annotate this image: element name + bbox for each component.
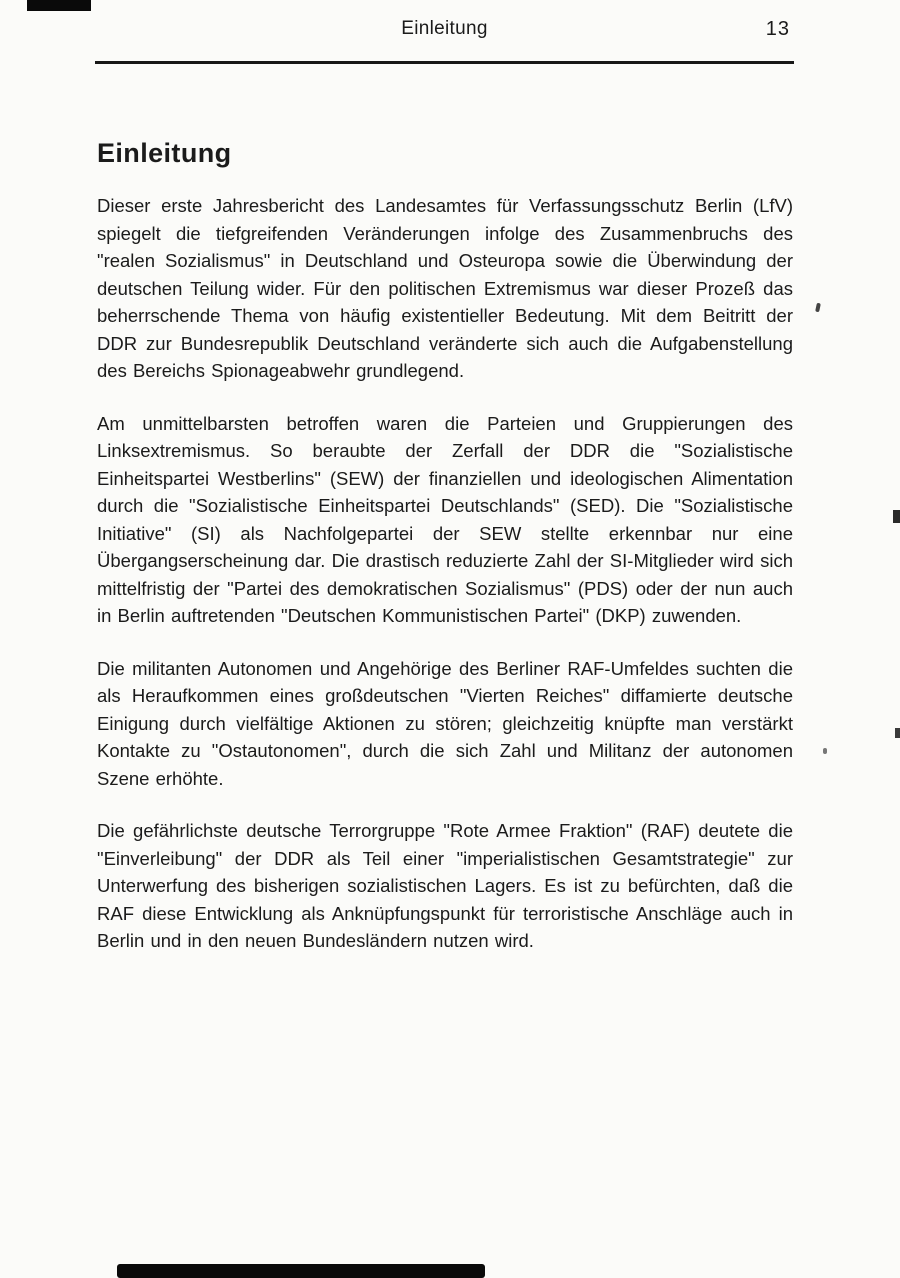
paragraph-2: Am unmittelbarsten betroffen waren die Parteien und Gruppierungen des Linksextremismus. So beraubte der Zerfall der DDR die "Sozialistische Einheitspartei Westberlins" (SEW) der finanziellen und ideologischen Alimentation durch die "Sozialistische Einheitspartei Deutschlands" (SED). Die "Sozialistische Initiative" (SI) als Nachfolgepartei der SEW stellte erkennbar nur eine Übergangserscheinung dar. Die drastisch reduzierte Zahl der SI-Mitglieder wird sich mittelfristig der "Partei des demokratischen Sozialismus" (PDS) oder der nun auch in Berlin auftretenden "Deutschen Kommunistischen Partei" (DKP) zuwenden.: [97, 412, 793, 626]
scan-artifact-right-edge: [893, 510, 900, 523]
scan-artifact-bottom-bar: [117, 1264, 485, 1278]
paragraph-4: Die gefährlichste deutsche Terrorgruppe "Rote Armee Fraktion" (RAF) deutete die "Einverleibung" der DDR als Teil einer "imperialistischen Gesamtstrategie" zur Unterwerfung des bisherigen sozialistischen Lagers. Es ist zu befürchten, daß die RAF diese Entwicklung als Anknüpfungspunkt für terroristische Anschläge auch in Berlin und in den neuen Bundesländern nutzen wird.: [97, 820, 793, 951]
scan-artifact-top-left: [27, 0, 91, 11]
header-rule: [95, 61, 794, 64]
page-content: [97, 138, 793, 980]
scan-artifact-right-edge: [895, 728, 900, 738]
page-header: [97, 18, 792, 46]
scan-speck: [823, 748, 827, 754]
running-title: Einleitung: [401, 18, 488, 39]
section-title: Einleitung: [97, 138, 232, 168]
page-number: 13: [765, 18, 790, 40]
paragraph-1: Dieser erste Jahresbericht des Landesamtes für Verfassungsschutz Berlin (LfV) spiegelt die tiefgreifenden Veränderungen infolge des Zusammenbruchs des "realen Sozialismus" in Deutschland und Osteuropa sowie die Überwindung der deutschen Teilung wider. Für den politischen Extremismus war dieser Prozeß das beherrschende Thema von häufig existentieller Bedeutung. Mit dem Beitritt der DDR zur Bundesrepublik Deutschland veränderte sich auch die Aufgabenstellung des Bereichs Spionageabwehr grundlegend.: [97, 195, 793, 381]
paragraph-3: Die militanten Autonomen und Angehörige des Berliner RAF-Umfeldes suchten die als Heraufkommen eines großdeutschen "Vierten Reiches" diffamierte deutsche Einigung durch vielfältige Aktionen zu stören; gleichzeitig knüpfte man verstärkt Kontakte zu "Ostautonomen", durch die sich Zahl und Militanz der autonomen Szene erhöhte.: [97, 657, 793, 789]
scan-speck: [815, 303, 821, 313]
